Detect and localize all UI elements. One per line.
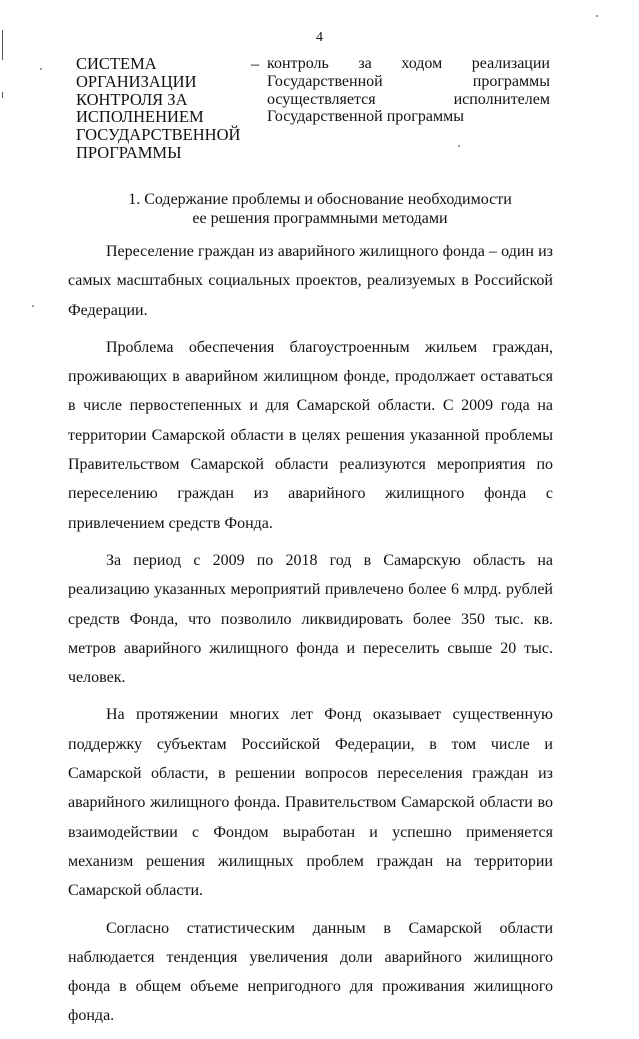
scan-speck xyxy=(458,145,460,147)
header-right-text: контроль за ходом реализации Государственной программы осуществляется исполнителем Государственной программы xyxy=(267,55,550,126)
section-title-line-2: ее решения программными методами xyxy=(192,210,448,227)
paragraph: Проблема обеспечения благоустроенным жильем граждан, проживающих в аварийном жилищном фонде, продолжает оставаться в числе первостепенных и для Самарской области. С 2009 года на территории Самарской области в целях решения указанной проблемы Правительством Самарской области реализуются мероприятия по переселению граждан из аварийного жилищного фонда с привлечением средств Фонда. xyxy=(68,338,553,532)
header-dash: – xyxy=(251,54,260,73)
section-title xyxy=(100,190,540,228)
scan-margin-mark xyxy=(2,92,3,98)
paragraph: Переселение граждан из аварийного жилищного фонда – один из самых масштабных социальных проектов, реализуемых в Российской Федерации. xyxy=(68,243,553,319)
paragraph: За период с 2009 по 2018 год в Самарскую область на реализацию указанных мероприятий привлечено более 6 млрд. рублей средств Фонда, что позволило ликвидировать более 350 тыс. кв. метров аварийного жилищного фонда и переселить свыше 20 тыс. человек. xyxy=(68,551,553,687)
scan-speck xyxy=(32,305,34,307)
paragraph: Согласно статистическим данным в Самарской области наблюдается тенденция увеличения доли аварийного жилищного фонда в общем объеме непригодного для проживания жилищного фонда. xyxy=(68,919,553,1025)
page-number: 4 xyxy=(316,30,323,45)
document-body xyxy=(68,237,553,1039)
scan-speck xyxy=(40,68,42,70)
header-left-title: СИСТЕМА ОРГАНИЗАЦИИ КОНТРОЛЯ ЗА ИСПОЛНЕНИЕМ ГОСУДАРСТВЕННОЙ ПРОГРАММЫ xyxy=(76,54,241,162)
scan-speck xyxy=(596,15,598,17)
paragraph: На протяжении многих лет Фонд оказывает существенную поддержку субъектам Российской Федерации, в том числе и Самарской области, в решении вопросов переселения граждан из аварийного жилищного фонда. Правительством Самарской области во взаимодействии с Фондом выработан и успешно применяется механизм решения жилищных проблем граждан на территории Самарской области. xyxy=(68,706,553,900)
section-title-line-1: 1. Содержание проблемы и обоснование необходимости xyxy=(128,191,512,208)
